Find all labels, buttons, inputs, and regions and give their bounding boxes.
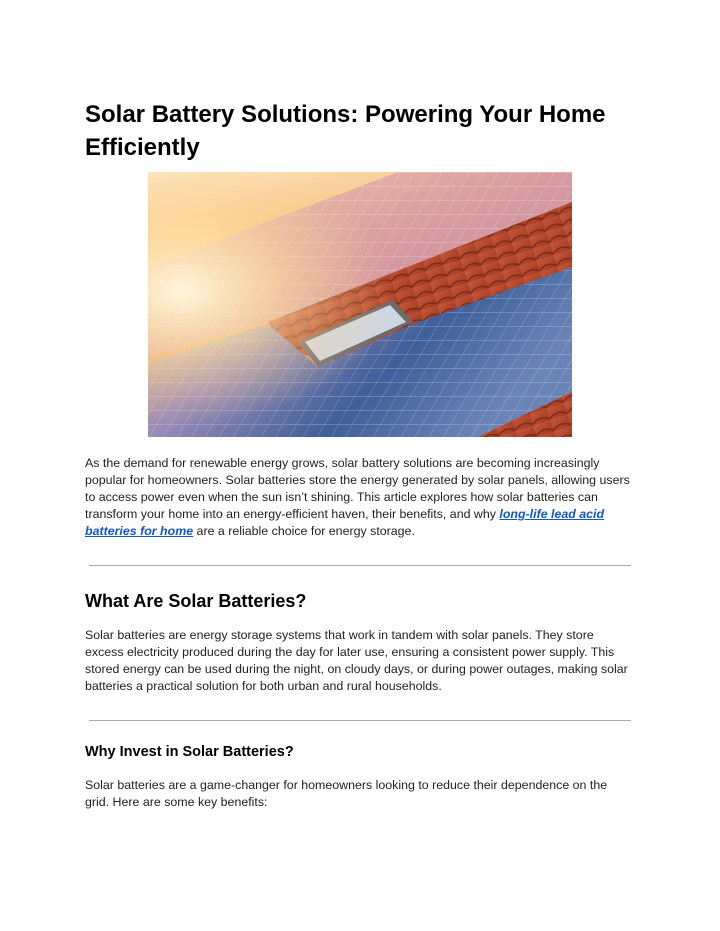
horizontal-divider [89, 720, 631, 721]
long-life-lead-acid-batteries-link[interactable]: long-life lead acid batteries for home [85, 507, 605, 538]
page-title: Solar Battery Solutions: Powering Your Home Efficiently [85, 101, 606, 161]
section-heading-what-are-solar-batteries: What Are Solar Batteries? [85, 591, 307, 611]
intro-paragraph [85, 455, 633, 540]
horizontal-divider [89, 565, 631, 566]
what-are-solar-batteries-paragraph: Solar batteries are energy storage systems that work in tandem with solar panels. They store excess electricity produced during the day for later use, ensuring a consistent power supply. This stored energy can be used during the night, on cloudy days, or during power outages, making solar batteries a practical solution for both urban and rural households. [85, 628, 628, 693]
section-heading-why-invest: Why Invest in Solar Batteries? [85, 744, 294, 760]
intro-text-after-link: are a reliable choice for energy storage. [193, 524, 415, 538]
hero-image-solar-panels-on-roof [148, 172, 572, 437]
why-invest-paragraph: Solar batteries are a game-changer for homeowners looking to reduce their dependence on the grid. Here are some key benefits: [85, 778, 608, 809]
intro-text-before-link: As the demand for renewable energy grows, solar battery solutions are becoming increasingly popular for homeowners. Solar batteries store the energy generated by solar panels, allowing users to access power even when the sun isn’t shining. This article explores how solar batteries can transform your home into an energy-efficient haven, their benefits, and why [85, 456, 630, 521]
